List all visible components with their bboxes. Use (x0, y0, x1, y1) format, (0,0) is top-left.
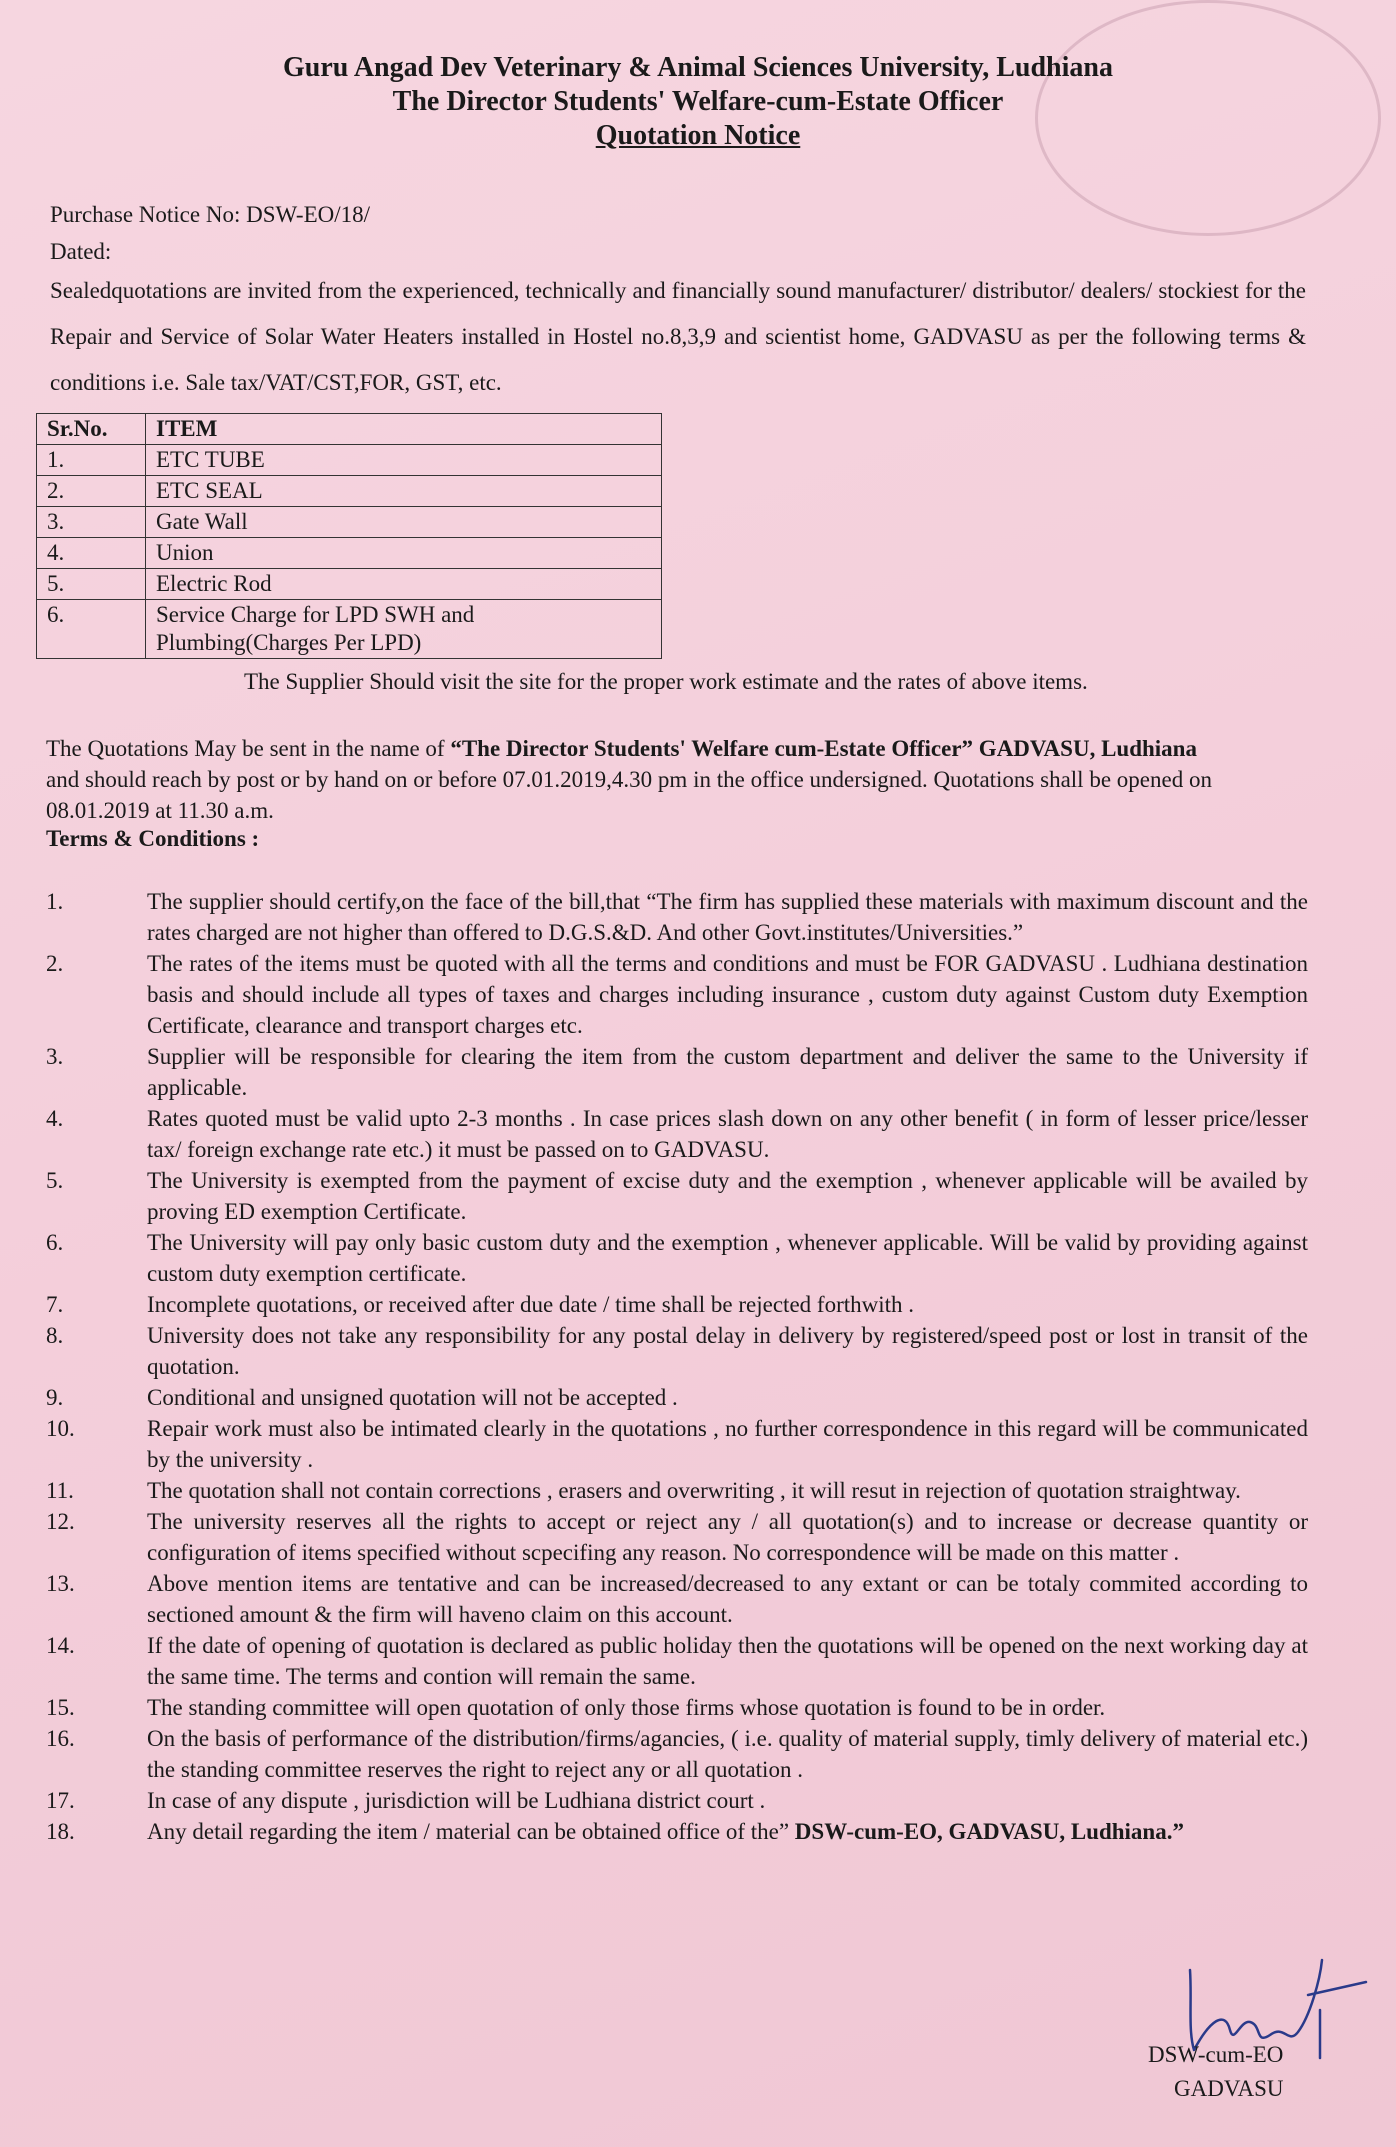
term-item (46, 1041, 1308, 1103)
term-text (147, 1382, 1308, 1413)
term-text-body: Conditional and unsigned quotation will not be accepted . (147, 1385, 678, 1410)
term-number: 2. (46, 951, 64, 976)
term-text (147, 1289, 1308, 1320)
term-item (46, 948, 1308, 1041)
term-number: 6. (46, 1230, 64, 1255)
term-item (46, 1103, 1308, 1165)
term-item (46, 1289, 1308, 1320)
term-text-body: Rates quoted must be valid upto 2-3 months . In case prices slash down on any other benefit ( in form of lesser price/lesser tax/ foreign exchange rate etc.) it must be passed on to GADVASU. (147, 1106, 1308, 1162)
table-row (37, 507, 662, 538)
table-row (37, 569, 662, 600)
submission-paragraph (46, 733, 1226, 826)
term-text (147, 1320, 1308, 1382)
notice-title: Quotation Notice (595, 120, 801, 151)
table-row (37, 445, 662, 476)
dated-label: Dated: (50, 239, 112, 264)
stamp-seal (1035, 0, 1381, 236)
signatory-organization: GADVASU (1174, 2076, 1284, 2101)
submission-post: and should reach by post or by hand on or before 07.01.2019,4.30 pm in the office undersigned. Quotations shall be opened on 08.01.2019 at 11.30 a.m. (46, 767, 1212, 823)
term-number: 4. (46, 1106, 64, 1131)
term-text (147, 1785, 1308, 1816)
term-text-body: Any detail regarding the item / material can be obtained office of the” (147, 1819, 795, 1844)
term-text-body: Incomplete quotations, or received after due date / time shall be rejected forthwith . (147, 1292, 915, 1317)
term-text-body: On the basis of performance of the distribution/firms/agancies, ( i.e. quality of material supply, timly delivery of material etc.) the standing committee reserves the right to reject any or all quotation . (147, 1726, 1308, 1782)
row-sr-no: 5. (37, 569, 146, 600)
university-name: Guru Angad Dev Veterinary & Animal Sciences University, Ludhiana (283, 52, 1113, 83)
term-text-bold: DSW-cum-EO, GADVASU, Ludhiana.” (794, 1819, 1184, 1844)
term-text-body: In case of any dispute , jurisdiction will be Ludhiana district court . (147, 1788, 766, 1813)
term-item (46, 1692, 1308, 1723)
supplier-site-visit-note: The Supplier Should visit the site for the proper work estimate and the rates of above items. (244, 669, 1088, 694)
term-text (147, 1816, 1308, 1847)
table-header-row (37, 414, 662, 445)
row-sr-no: 2. (37, 476, 146, 507)
term-item (46, 1785, 1308, 1816)
terms-list (46, 886, 1308, 1847)
term-text-body: Supplier will be responsible for clearing the item from the custom department and deliver the same to the University if applicable. (147, 1044, 1308, 1100)
term-text-body: The standing committee will open quotation of only those firms whose quotation is found to be in order. (147, 1695, 1106, 1720)
row-item: Gate Wall (146, 507, 662, 538)
row-item: ETC SEAL (146, 476, 662, 507)
term-text-body: University does not take any responsibility for any postal delay in delivery by registered/speed post or lost in transit of the quotation. (147, 1323, 1308, 1379)
row-sr-no: 6. (37, 600, 146, 659)
term-text (147, 1506, 1308, 1568)
submission-addressee: “The Director Students' Welfare cum-Estate Officer” GADVASU, Ludhiana (450, 736, 1197, 761)
term-item (46, 1816, 1308, 1847)
term-item (46, 1475, 1308, 1506)
term-number: 5. (46, 1168, 64, 1193)
row-item: ETC TUBE (146, 445, 662, 476)
term-text (147, 886, 1308, 948)
term-text (147, 1165, 1308, 1227)
term-text-body: The University is exempted from the payment of excise duty and the exemption , whenever applicable will be availed by proving ED exemption Certificate. (147, 1168, 1308, 1224)
term-text (147, 1692, 1308, 1723)
row-item: Service Charge for LPD SWH and Plumbing(Charges Per LPD) (146, 600, 662, 659)
items-table (36, 413, 662, 659)
purchase-notice-number: Purchase Notice No: DSW-EO/18/ (50, 202, 371, 227)
term-text-body: Repair work must also be intimated clearly in the quotations , no further correspondence in this regard will be communicated by the university . (147, 1416, 1308, 1472)
term-text (147, 1723, 1308, 1785)
term-text (147, 1630, 1308, 1692)
terms-heading: Terms & Conditions : (46, 826, 260, 851)
row-item: Electric Rod (146, 569, 662, 600)
header-item: ITEM (146, 414, 662, 445)
row-sr-no: 1. (37, 445, 146, 476)
term-number: 17. (46, 1788, 75, 1813)
term-number: 16. (46, 1726, 75, 1751)
office-name: The Director Students' Welfare-cum-Estate Officer (392, 86, 1004, 117)
term-text-body: The University will pay only basic custom duty and the exemption , whenever applicable. Will be valid by providing against custom duty exemption certificate. (147, 1230, 1308, 1286)
term-item (46, 1165, 1308, 1227)
term-number: 15. (46, 1695, 75, 1720)
term-text-body: The supplier should certify,on the face of the bill,that “The firm has supplied these materials with maximum discount and the rates charged are not higher than offered to D.G.S.&D. And other Govt.institutes/Universities.” (147, 889, 1308, 945)
row-sr-no: 3. (37, 507, 146, 538)
term-text-body: Above mention items are tentative and can be increased/decreased to any extant or can be totaly commited according to sectioned amount & the firm will haveno claim on this account. (147, 1571, 1308, 1627)
table-row (37, 600, 662, 659)
term-item (46, 1227, 1308, 1289)
term-number: 11. (46, 1478, 74, 1503)
term-text-body: The university reserves all the rights to accept or reject any / all quotation(s) and to increase or decrease quantity or configuration of items specified without scpecifing any reason. No correspondence will be made on this matter . (147, 1509, 1308, 1565)
term-item (46, 886, 1308, 948)
table-row (37, 476, 662, 507)
term-item (46, 1320, 1308, 1382)
term-number: 12. (46, 1509, 75, 1534)
table-row (37, 538, 662, 569)
term-text (147, 1103, 1308, 1165)
term-text (147, 1568, 1308, 1630)
row-sr-no: 4. (37, 538, 146, 569)
term-text (147, 948, 1308, 1041)
term-number: 7. (46, 1292, 64, 1317)
intro-paragraph: Sealedquotations are invited from the experienced, technically and financially sound manufacturer/ distributor/ dealers/ stockiest for the Repair and Service of Solar Water Heaters installed in Hostel no.8,3,9 and scientist home, GADVASU as per the following terms & conditions i.e. Sale tax/VAT/CST,FOR, GST, etc. (50, 278, 1306, 395)
term-text-body: If the date of opening of quotation is declared as public holiday then the quotations will be opened on the next working day at the same time. The terms and contion will remain the same. (147, 1633, 1308, 1689)
row-item: Union (146, 538, 662, 569)
term-item (46, 1630, 1308, 1692)
term-item (46, 1413, 1308, 1475)
term-item (46, 1723, 1308, 1785)
term-text-body: The quotation shall not contain corrections , erasers and overwriting , it will resut in rejection of quotation straightway. (147, 1478, 1241, 1503)
term-number: 13. (46, 1571, 75, 1596)
term-number: 14. (46, 1633, 75, 1658)
term-text (147, 1041, 1308, 1103)
term-item (46, 1506, 1308, 1568)
signatory-title: DSW-cum-EO (1148, 2042, 1284, 2067)
term-number: 9. (46, 1385, 64, 1410)
term-number: 3. (46, 1044, 64, 1069)
term-number: 1. (46, 889, 64, 914)
submission-pre: The Quotations May be sent in the name of (46, 736, 451, 761)
term-text-body: The rates of the items must be quoted with all the terms and conditions and must be FOR GADVASU . Ludhiana destination basis and should include all types of taxes and charges including insurance , custom duty against Custom duty Exemption Certificate, clearance and transport charges etc. (147, 951, 1308, 1038)
term-number: 10. (46, 1416, 75, 1441)
term-text (147, 1475, 1308, 1506)
term-number: 8. (46, 1323, 64, 1348)
term-number: 18. (46, 1819, 75, 1844)
term-item (46, 1382, 1308, 1413)
term-text (147, 1227, 1308, 1289)
header-sr-no: Sr.No. (37, 414, 146, 445)
term-item (46, 1568, 1308, 1630)
term-text (147, 1413, 1308, 1475)
